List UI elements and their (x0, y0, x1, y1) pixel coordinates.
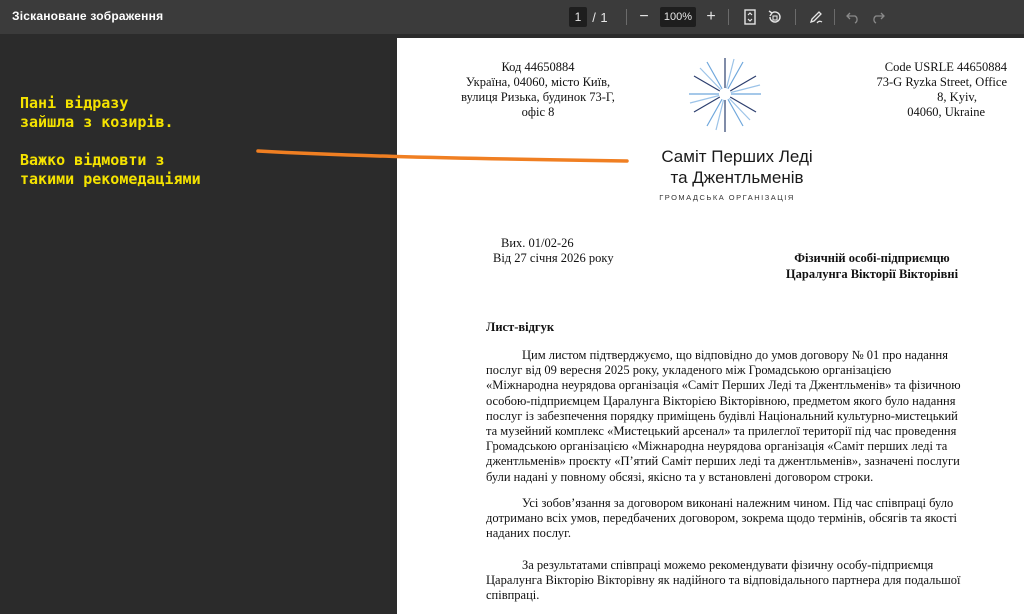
body-line: співпраці. (486, 588, 540, 603)
rotate-icon[interactable] (766, 7, 784, 27)
body-paragraph-2 (486, 496, 971, 542)
sender-address-en (837, 60, 1007, 120)
viewer-toolbar (0, 0, 1024, 34)
body-line: Цим листом підтверджуємо, що відповідно до умов договору № 01 про надання (522, 348, 948, 362)
reference-date: Від 27 січня 2026 року (493, 251, 614, 265)
sender-address-line: офіс 8 (521, 105, 555, 119)
body-line: джентльменів» проєкту «П’ятий Саміт перших леді та джентльменів», зазначені послуги (486, 454, 960, 469)
document-title: Зіскановане зображення (12, 9, 164, 23)
annotation-line: Важко відмовти з (20, 151, 165, 169)
organization-name-line: та Джентльменів (670, 168, 804, 187)
body-line: дотримано всіх умов, передбачених договором, зокрема щодо термінів, обсягів та якості (486, 511, 958, 526)
sender-code: Код 44650884 (501, 60, 575, 74)
sender-address-line: 04060, Ukraine (907, 105, 985, 119)
toolbar-divider (626, 9, 627, 25)
body-line: та музейний комплекс «Мистецький арсенал» та прилеглої території під час проведення (486, 424, 957, 439)
document-viewer[interactable] (0, 34, 1024, 614)
body-line: наданих послуг. (486, 526, 572, 541)
sender-address-line: 73-G Ryzka Street, Office (876, 75, 1007, 89)
addressee-line: Царалунга Вікторії Вікторівні (785, 267, 959, 281)
body-line: були надані у повному обсязі, якісно та у встановлені договором строки. (486, 469, 874, 484)
redo-icon[interactable] (870, 7, 886, 27)
annotation-line (20, 132, 380, 151)
annotation-line: такими рекомедаціями (20, 170, 201, 188)
zoom-level-field[interactable]: 100% (660, 7, 696, 27)
outgoing-reference (493, 236, 614, 266)
organization-name (647, 146, 827, 188)
organization-name-line: Саміт Перших Леді (661, 147, 813, 166)
sender-address-line: 8, Kyiv, (937, 90, 977, 104)
body-line: За результатами співпраці можемо рекомендувати фізичну особу-підприємця (522, 558, 934, 572)
zoom-in-button[interactable]: + (706, 8, 716, 25)
scanned-page (397, 38, 1024, 614)
body-line: особою-підприємцем Царалунга Вікторією Вікторівною, предметом якого було надання (486, 393, 956, 408)
toolbar-divider (834, 9, 835, 25)
fit-page-icon[interactable] (741, 7, 759, 27)
annotate-pen-icon[interactable] (807, 7, 825, 27)
body-line: Громадською організацією «Міжнародна неурядова організація «Саміт перших леді та (486, 439, 948, 454)
body-line: «Міжнародна неурядова організація «Саміт Перших Леді та Джентльменів» та фізичною (486, 378, 961, 393)
reference-number: Вих. 01/02-26 (501, 236, 574, 250)
sender-address-line: Україна, 04060, місто Київ, (465, 75, 611, 89)
addressee (777, 250, 967, 282)
body-paragraph-1 (486, 348, 971, 485)
overlay-annotation (20, 94, 380, 189)
toolbar-divider (728, 9, 729, 25)
letter-title: Лист-відгук (486, 320, 555, 334)
organization-logo-icon (687, 56, 763, 136)
page-separator: / (592, 9, 596, 25)
organization-subtitle: ГРОМАДСЬКА ОРГАНІЗАЦІЯ (659, 193, 795, 202)
body-line: послуг від 09 вересня 2025 року, укладеного між Громадською організацією (486, 363, 892, 378)
body-line: послуг із забезпечення порядку приміщень будівлі Національний культурно-мистецький (486, 408, 958, 423)
annotation-line: зайшла з козирів. (20, 113, 174, 131)
body-paragraph-3 (486, 558, 971, 604)
page-number-input[interactable]: 1 (569, 7, 587, 27)
addressee-line: Фізичній особі-підприємцю (794, 251, 950, 265)
page-total: 1 (600, 9, 608, 25)
body-line: Усі зобов’язання за договором виконані належним чином. Під час співпраці було (522, 496, 954, 510)
toolbar-divider (795, 9, 796, 25)
body-line: Царалунга Вікторію Вікторівну як надійного та відповідального партнера для подальшої (486, 573, 961, 588)
sender-address-ua (453, 60, 623, 120)
zoom-out-button[interactable]: − (639, 8, 649, 25)
sender-code-en: Code USRLE 44650884 (884, 60, 1007, 74)
annotation-line: Пані відразу (20, 94, 129, 112)
undo-icon[interactable] (845, 7, 861, 27)
sender-address-line: вулиця Ризька, будинок 73-Г, (461, 90, 615, 104)
